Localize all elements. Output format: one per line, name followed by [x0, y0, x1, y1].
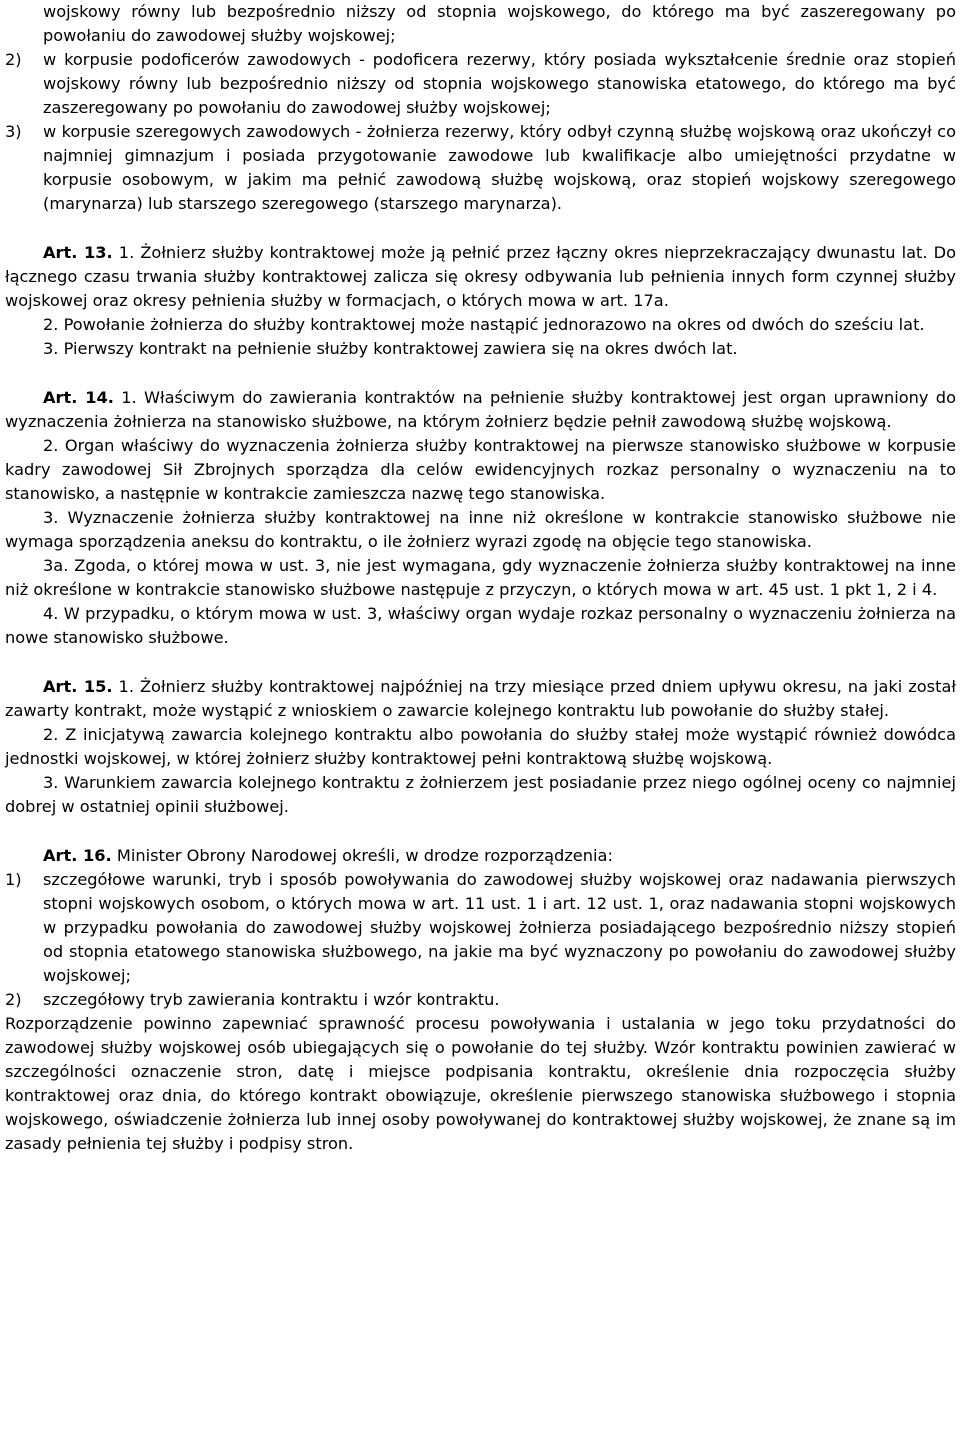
art14-paragraph-3a: 3a. Zgoda, o której mowa w ust. 3, nie jest wymagana, gdy wyznaczenie żołnierza służby kontraktowej na inne niż określone w kontrakcie stanowisko służbowe następuje z przyczyn, o których mowa w art. 45 ust. 1 pkt 1, 2 i 4. [5, 556, 956, 599]
paragraph-text: 1. Żołnierz służby kontraktowej może ją pełnić przez łączny okres nieprzekraczający dwunastu lat. Do łącznego czasu trwania służby kontraktowej zalicza się okresy odbywania lub pełnienia innych form czynnej służby wojskowej oraz okresy pełnienia służby w formacjach, o których mowa w art. 17a. [5, 243, 956, 310]
art14-paragraph-1 [5, 386, 956, 434]
item-text: szczegółowe warunki, tryb i sposób powoływania do zawodowej służby wojskowej oraz nadawania pierwszych stopni wojskowych osobom, o których mowa w art. 11 ust. 1 i art. 12 ust. 1, oraz nadawania stopni wojskowych w przypadku powołania do zawodowej służby wojskowej żołnierza posiadającego bezpośrednio niższy stopień od stopnia etatowego stanowiska służbowego, na jakie ma być wyznaczony po powołaniu do zawodowej służby wojskowej; [43, 870, 956, 985]
art15-paragraph-1 [5, 675, 956, 723]
item-number: 2) [5, 990, 22, 1009]
art16-closing-paragraph: Rozporządzenie powinno zapewniać sprawność procesu powoływania i ustalania w jego toku przydatności do zawodowej służby wojskowej osób ubiegających się o powołanie do tej służby. Wzór kontraktu powinien zawierać w szczególności oznaczenie stron, datę i miejsce podpisania kontraktu, określenie dnia rozpoczęcia służby kontraktowej oraz dnia, do którego kontrakt obowiązuje, określenie pierwszego stanowiska służbowego i stopnia wojskowego, oświadczenie żołnierza lub innej osoby powoływanej do kontraktowej służby wojskowej, że znane są im zasady pełnienia tej służby i podpisy stron. [5, 1014, 956, 1153]
item-text: w korpusie podoficerów zawodowych - podoficera rezerwy, który posiada wykształcenie średnie oraz stopień wojskowy równy lub bezpośrednio niższy od stopnia wojskowego stanowiska etatowego, do którego ma być zaszeregowany po powołaniu do zawodowej służby wojskowej; [43, 50, 956, 117]
paragraph-text: Minister Obrony Narodowej określi, w drodze rozporządzenia: [116, 846, 613, 865]
article-label: Art. 13. [43, 243, 113, 262]
art15-paragraph-3: 3. Warunkiem zawarcia kolejnego kontraktu z żołnierzem jest posiadanie przez niego ogólnej oceny co najmniej dobrej w ostatniej opinii służbowej. [5, 773, 956, 816]
art13-paragraph-2: 2. Powołanie żołnierza do służby kontraktowej może nastąpić jednorazowo na okres od dwóch do sześciu lat. [43, 315, 925, 334]
paragraph-text: 1. Żołnierz służby kontraktowej najpóźniej na trzy miesiące przed dniem upływu okresu, na jaki został zawarty kontrakt, może wystąpić z wnioskiem o zawarcie kolejnego kontraktu lub powołanie do służby stałej. [5, 677, 956, 720]
article-label: Art. 14. [43, 388, 114, 407]
art14-paragraph-3: 3. Wyznaczenie żołnierza służby kontraktowej na inne niż określone w kontrakcie stanowisko służbowe nie wymaga sporządzenia aneksu do kontraktu, o ile żołnierz wyrazi zgodę na objęcie tego stanowiska. [5, 508, 956, 551]
art13-paragraph-1 [5, 241, 956, 313]
art16-item-1 [5, 868, 956, 988]
document-page [5, 0, 956, 1156]
paragraph-text: 1. Właściwym do zawierania kontraktów na pełnienie służby kontraktowej jest organ uprawniony do wyznaczenia żołnierza na stanowisko służbowe, na którym żołnierz będzie pełnił zawodową służbę wojskową. [5, 388, 956, 431]
art14-paragraph-4: 4. W przypadku, o którym mowa w ust. 3, właściwy organ wydaje rozkaz personalny o wyznaczeniu żołnierza na nowe stanowisko służbowe. [5, 604, 956, 647]
art16-intro [5, 844, 956, 868]
article-label: Art. 16. [43, 846, 112, 865]
art15-paragraph-2: 2. Z inicjatywą zawarcia kolejnego kontraktu albo powołania do służby stałej może wystąpić również dowódca jednostki wojskowej, w której żołnierz służby kontraktowej pełni kontraktową służbę wojskową. [5, 725, 956, 768]
item-text: w korpusie szeregowych zawodowych - żołnierza rezerwy, który odbył czynną służbę wojskową oraz ukończył co najmniej gimnazjum i posiada przygotowanie zawodowe lub kwalifikacje albo umiejętności przydatne w korpusie osobowym, w jakim ma pełnić zawodową służbę wojskową, oraz stopień wojskowy szeregowego (marynarza) lub starszego szeregowego (starszego marynarza). [43, 122, 956, 213]
article-label: Art. 15. [43, 677, 113, 696]
item-number: 1) [5, 870, 22, 889]
art12-item-2 [5, 48, 956, 120]
item-number: 2) [5, 50, 22, 69]
art12-item-3 [5, 120, 956, 216]
item-number: 3) [5, 122, 22, 141]
item-text: szczegółowy tryb zawierania kontraktu i wzór kontraktu. [43, 990, 500, 1009]
art16-item-2 [5, 988, 956, 1012]
art14-paragraph-2: 2. Organ właściwy do wyznaczenia żołnierza służby kontraktowej na pierwsze stanowisko służbowe w korpusie kadry zawodowej Sił Zbrojnych sporządza dla celów ewidencyjnych rozkaz personalny o wyznaczeniu na to stanowisko, a następnie w kontrakcie zamieszcza nazwę tego stanowiska. [5, 436, 956, 503]
art12-item1-continuation: wojskowy równy lub bezpośrednio niższy od stopnia wojskowego, do którego ma być zaszeregowany po powołaniu do zawodowej służby wojskowej; [43, 2, 956, 45]
art13-paragraph-3: 3. Pierwszy kontrakt na pełnienie służby kontraktowej zawiera się na okres dwóch lat. [43, 339, 738, 358]
